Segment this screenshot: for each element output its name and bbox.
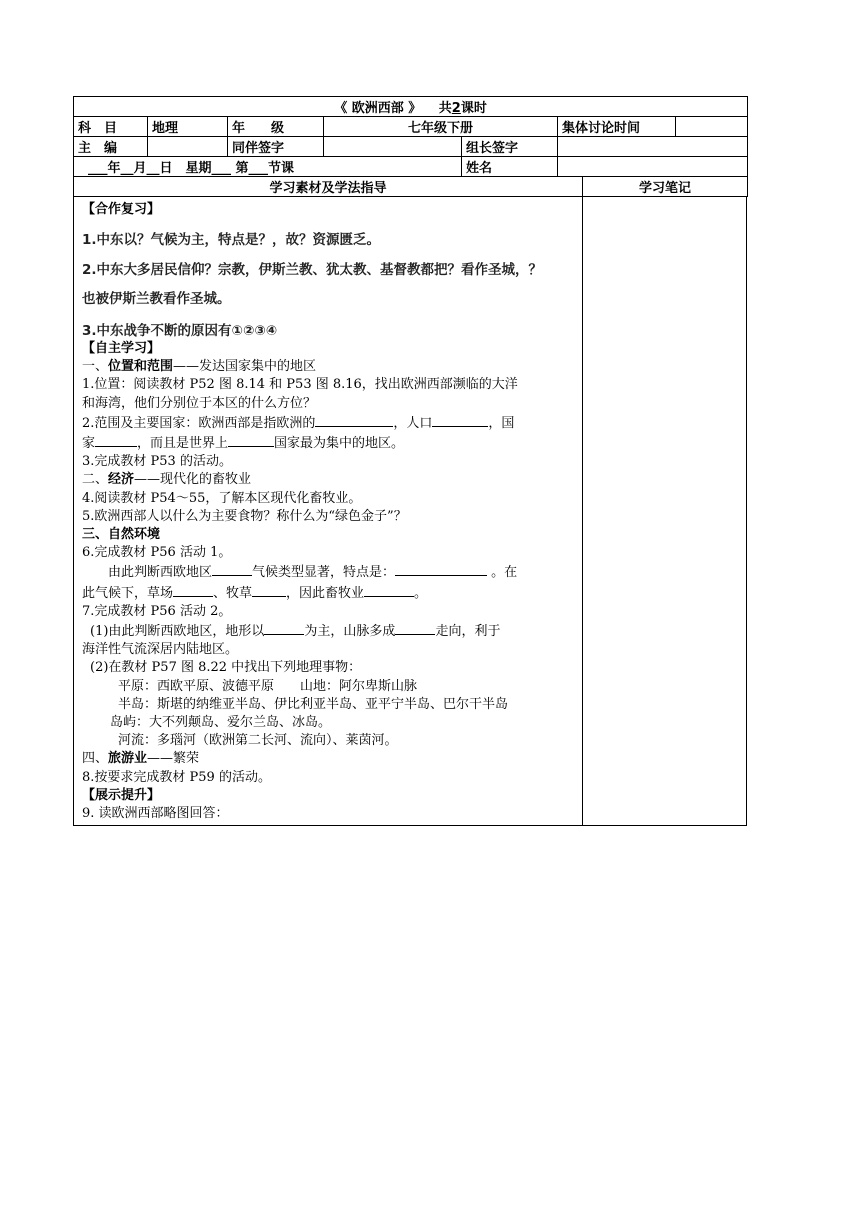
blank-livestock[interactable] (364, 583, 414, 597)
notes-column[interactable] (583, 197, 746, 825)
signature-row (74, 137, 748, 157)
item-6-line-1: 由此判断西欧地区 气候类型显著，特点是： 。在 (82, 562, 576, 582)
item-6: 6.完成教材 P56 活动 1。 (82, 545, 232, 561)
title-period-count: 2 (451, 101, 461, 116)
display-heading: 【展示提升】 (82, 787, 161, 803)
item-8: 8.按要求完成教材 P59 的活动。 (82, 769, 271, 785)
blank-population[interactable] (432, 413, 488, 427)
blank-grass[interactable] (252, 583, 286, 597)
name-value[interactable] (558, 157, 748, 177)
item-4: 4.阅读教材 P54～55，了解本区现代化畜牧业。 (82, 490, 362, 506)
section-4-title: 四、旅游业——繁荣 (82, 751, 200, 767)
column-header-row (74, 177, 748, 197)
subject-value: 地理 (148, 117, 228, 137)
item-5: 5.欧洲西部人以什么为主要食物？称什么为“绿色金子”？ (82, 508, 407, 524)
title-text: 《 欧洲西部 》 (334, 101, 422, 116)
discuss-time-label: 集体讨论时间 (558, 117, 676, 137)
grade-label: 年 级 (228, 117, 324, 137)
section-1-title: 一、位置和范围——发达国家集中的地区 (82, 359, 317, 375)
review-question-2-cont: 也被伊斯兰教看作圣城。 (82, 290, 231, 307)
blank-pasture[interactable] (173, 583, 213, 597)
item-2-line-1: 2.范围及主要国家：欧洲西部是指欧洲的 ，人口 ，国 (82, 413, 576, 433)
materials-header: 学习素材及学法指导 (74, 177, 583, 197)
date-line: ___年__月__日 星期___ 第___节课 (74, 157, 462, 177)
leader-sign-value[interactable] (558, 137, 748, 157)
blank-mountain-direction[interactable] (395, 621, 435, 635)
item-1-line-2: 和海湾，他们分别位于本区的什么方位？ (82, 395, 317, 411)
materials-column (74, 197, 583, 825)
item-7: 7.完成教材 P56 活动 2。 (82, 603, 232, 619)
self-study-heading: 【自主学习】 (82, 341, 161, 357)
review-question-3: 3.中东战争不断的原因有①②③④ (82, 322, 278, 339)
discuss-time-value[interactable] (676, 117, 748, 137)
date-row (74, 157, 748, 177)
plains-mountains: 平原：西欧平原、波德平原 山地：阿尔卑斯山脉 (118, 678, 418, 694)
rivers: 河流：多瑙河（欧洲第二长河、流向）、莱茵河。 (118, 733, 398, 749)
section-2-title: 二、经济——现代化的畜牧业 (82, 472, 252, 488)
header-table (73, 96, 748, 197)
partner-sign-value[interactable] (324, 137, 462, 157)
title-row (74, 97, 748, 117)
title-total: 共 (438, 101, 452, 116)
blank-climate-type[interactable] (212, 562, 252, 576)
review-question-1: 1.中东以？气候为主，特点是？，故？资源匮乏。 (82, 232, 381, 249)
item-9: 9. 读欧洲西部略图回答： (82, 806, 229, 822)
name-label: 姓名 (462, 157, 558, 177)
grade-value: 七年级下册 (324, 117, 558, 137)
item-2-line-2: 家 ，而且是世界上 国家最为集中的地区。 (82, 433, 576, 453)
lesson-plan-sheet (73, 96, 747, 826)
leader-sign-label: 组长签字 (462, 137, 558, 157)
review-heading: 【合作复习】 (82, 202, 161, 217)
blank-country-type[interactable] (228, 433, 274, 447)
partner-sign-label: 同伴签字 (228, 137, 324, 157)
title-unit: 课时 (460, 101, 487, 116)
section-3-title: 三、自然环境 (82, 527, 161, 543)
subject-label: 科 目 (74, 117, 148, 137)
item-7-part-2: (2)在教材 P57 图 8.22 中找出下列地理事物： (90, 660, 362, 676)
blank-climate-feature[interactable] (395, 562, 487, 576)
editor-label: 主 编 (74, 137, 148, 157)
item-7-line-1: (1)由此判断西欧地区，地形以 为主，山脉多成 走向，利于 (82, 621, 576, 641)
item-1-line-1: 1.位置：阅读教材 P52 图 8.14 和 P53 图 8.16，找出欧洲西部濒临的大洋 (82, 377, 518, 393)
main-content-row (73, 197, 747, 826)
blank-terrain[interactable] (264, 621, 304, 635)
item-6-line-2: 此气候下，草场 、牧草 ，因此畜牧业 。 (82, 583, 576, 603)
peninsulas: 半岛：斯堪的纳维亚半岛、伊比利亚半岛、亚平宁半岛、巴尔干半岛 (118, 696, 509, 712)
islands: 岛屿：大不列颠岛、爱尔兰岛、冰岛。 (110, 715, 332, 731)
blank-countries[interactable] (95, 433, 137, 447)
subject-row (74, 117, 748, 137)
blank-range[interactable] (315, 413, 393, 427)
item-3: 3.完成教材 P53 的活动。 (82, 454, 232, 470)
editor-value[interactable] (148, 137, 228, 157)
item-7-line-2: 海洋性气流深居内陆地区。 (82, 642, 239, 658)
notes-header: 学习笔记 (583, 177, 748, 197)
lesson-title (74, 97, 748, 117)
review-question-2: 2.中东大多居民信仰？宗教，伊斯兰教、犹太教、基督教都把？看作圣城，？ (82, 262, 543, 279)
